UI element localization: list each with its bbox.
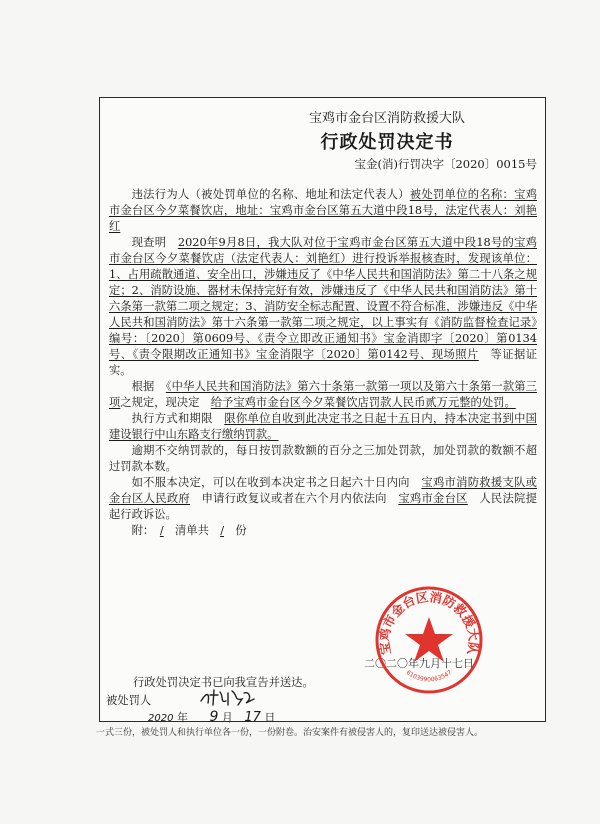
findings-details: 2020年9月8日，我大队对位于宝鸡市金台区第五大道中段18号的宝鸡市金台区今夕菜餐饮店（法定代表人：刘艳红）进行投诉举报核查时，发现该单位：1、占用疏散通道、安全出口，涉嫌违反了《中华人民共和国消防法》第二十八条之规定；2、消防设施、器材未保持完好有效，涉嫌违反了《中华人民共和国消防法》第十六条第一款第二项之规定；3、消防安全标志配置、设置不符合标准，涉嫌违反《中华人民共和国消防法》第十六条第一款第二项之规定，以上事实有《消防监督检查记录》编号：〔2020〕第0609号、《责令立即改正通知书》宝金消即字〔2020〕第0134号、《责令限期改正通知书》宝金消限字〔2020〕第0142号、现场照片	[109, 236, 537, 361]
paragraph-offender: 违法行为人（被处罚单位的名称、地址和法定代表人）被处罚单位的名称：宝鸡市金台区今夕菜餐饮店，地址：宝鸡市金台区第五大道中段18号，法定代表人：刘艳红	[109, 188, 537, 233]
document-body	[109, 187, 537, 539]
sign-date: 2020 年 9 月 17 日	[148, 709, 276, 725]
paragraph-decision: 根据 《中华人民共和国消防法》第六十条第一款第一项以及第六十条第一款第三项之规定，现决定 给予宝鸡市金台区今夕菜餐饮店罚款人民币贰万元整的处罚。	[109, 380, 537, 409]
offender-details: 被处罚单位的名称：宝鸡市金台区今夕菜餐饮店，地址：宝鸡市金台区第五大道中段18号，法定代表人：刘艳红	[109, 188, 537, 233]
execution-terms: 限你单位自收到此决定书之日起十五日内，持本决定书到中国建设银行中山东路支行缴纳罚款。	[109, 412, 537, 441]
appeal-authority: 宝鸡市消防救援支队或金台区人民政府	[109, 476, 537, 505]
penalty-decision: 给予宝鸡市金台区今夕菜餐饮店罚款人民币贰万元整的处罚。	[210, 396, 516, 409]
seal-text: 宝鸡市金台区消防救援大队	[376, 589, 482, 656]
issuing-organization: 宝鸡市金台区消防救援大队	[308, 111, 465, 126]
official-seal-graphic	[373, 584, 485, 696]
appeal-court: 宝鸡市金台区	[398, 492, 468, 505]
seal-code: 6103990063547	[404, 669, 454, 684]
paragraph-appeal: 如不服本决定，可以在收到本决定书之日起六十日内向 宝鸡市消防救援支队或金台区人民政府 申请行政复议或者在六个月内依法向 宝鸡市金台区 人民法院提起行政诉讼。	[109, 476, 537, 521]
legal-basis: 《中华人民共和国消防法》第六十条第一款第一项以及第六十条第一款第三项	[109, 380, 537, 409]
document-title: 行政处罚决定书	[320, 132, 454, 153]
paragraph-attachment: 附： / 清单共 / 份	[131, 524, 247, 537]
stamp-date: 二〇二〇年九月十七日	[364, 657, 474, 670]
footer-note: 一式三份，被处罚人和执行单位各一份，一份附卷。治安案件有被侵害人的，复印送达被侵害人。	[96, 728, 484, 738]
document-number: 宝金(消)行罚决字〔2020〕0015号	[354, 157, 537, 171]
document-frame	[99, 97, 546, 725]
signer-label: 被处罚人	[106, 694, 152, 707]
handwritten-signature	[198, 687, 258, 709]
svg-text:6103990063547	[405, 669, 454, 683]
paragraph-findings: 现查明 2020年9月8日，我大队对位于宝鸡市金台区第五大道中段18号的宝鸡市金台区今夕菜餐饮店（法定代表人：刘艳红）进行投诉举报核查时，发现该单位：1、占用疏散通道、安全出口，涉嫌违反了《中华人民共和国消防法》第二十八条之规定；2、消防设施、器材未保持完好有效，涉嫌违反了《中华人民共和国消防法》第十六条第一款第二项之规定；3、消防安全标志配置、设置不符合标准，涉嫌违反《中华人民共和国消防法》第十六条第一款第二项之规定，以上事实有《消防监督检查记录》编号：〔2020〕第0609号、《责令立即改正通知书》宝金消即字〔2020〕第0134号、《责令限期改正通知书》宝金消限字〔2020〕第0142号、现场照片 等证据证实。	[109, 236, 537, 377]
paragraph-late-fee: 逾期不交纳罚款的，每日按罚款数额的百分之三加处罚款，加处罚款的数额不超过罚款本数。	[109, 444, 537, 473]
paragraph-execution: 执行方式和期限 限你单位自收到此决定书之日起十五日内，持本决定书到中国建设银行中山东路支行缴纳罚款。	[109, 412, 537, 441]
service-notice: 行政处罚决定书已向我宣告并送达。	[133, 676, 314, 689]
